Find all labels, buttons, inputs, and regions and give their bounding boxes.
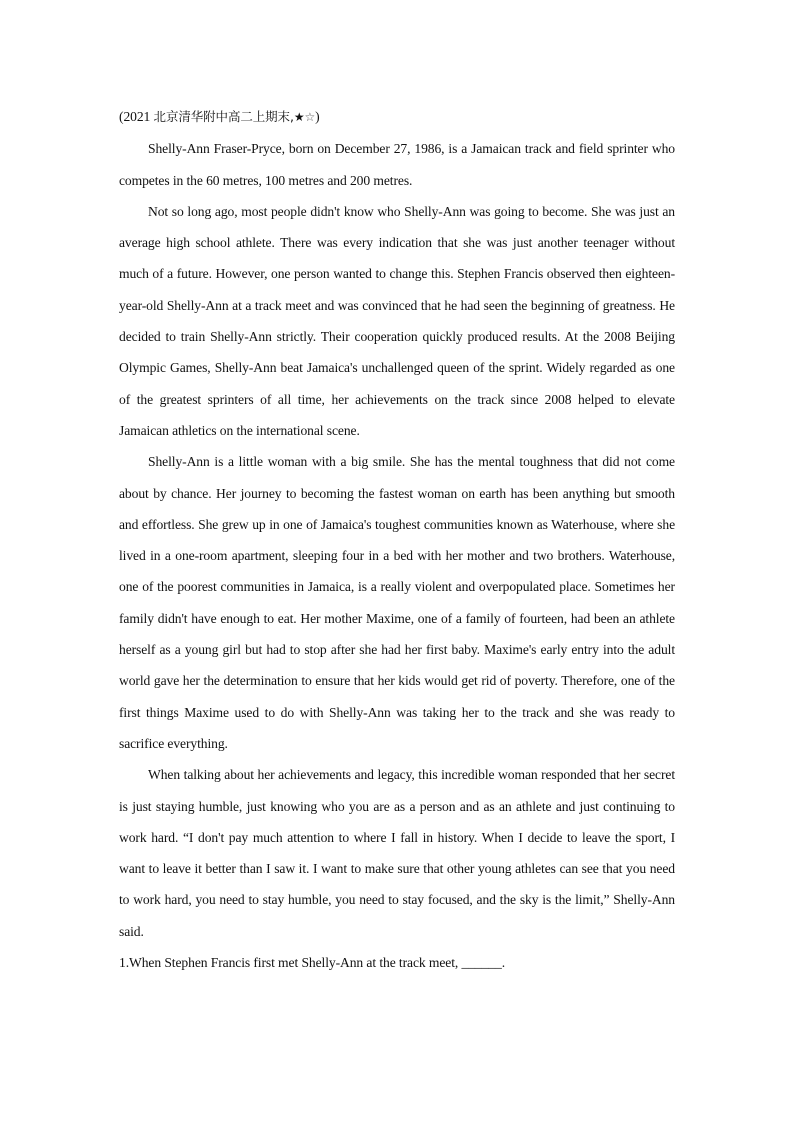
paragraph-legacy: When talking about her achievements and legacy, this incredible woman responded that her secret is just staying humble, just knowing who you are as a person and as an athlete and just continuing to work hard. “I don't pay much attention to where I fall in history. When I decide to leave the sport, I want to leave it better than I saw it. I want to make sure that other young athletes can see that you need to work hard, you need to stay humble, you need to stay focused, and the sky is the limit,” Shelly-Ann said. [119,767,675,939]
difficulty-filled-star-icon: ★ [293,110,305,124]
source-exam: 北京清华附中高二上期末, [153,109,294,124]
paragraph-intro: Shelly-Ann Fraser-Pryce, born on December 27, 1986, is a Jamaican track and field sprinter who competes in the 60 metres, 100 metres and 200 metres. [119,141,675,188]
question-1: 1.When Stephen Francis first met Shelly-Ann at the track meet, ______. [119,955,505,971]
difficulty-empty-star-icon: ☆ [304,110,316,124]
reading-passage [119,101,675,978]
source-year: 2021 [123,109,151,124]
source-line [119,101,675,133]
paragraph-background: Not so long ago, most people didn't know who Shelly-Ann was going to become. She was just an average high school athlete. There was every indication that she was just another teenager without much of a future. However, one person wanted to change this. Stephen Francis observed then eighteen-year-old Shelly-Ann at a track meet and was convinced that he had seen the beginning of greatness. He decided to train Shelly-Ann strictly. Their cooperation quickly produced results. At the 2008 Beijing Olympic Games, Shelly-Ann beat Jamaica's unchallenged queen of the sprint. Widely regarded as one of the greatest sprinters of all time, her achievements on the track since 2008 helped to elevate Jamaican athletics on the international scene. [119,203,675,438]
paragraph-childhood: Shelly-Ann is a little woman with a big smile. She has the mental toughness that did not come about by chance. Her journey to becoming the fastest woman on earth has been anything but smooth and effortless. She grew up in one of Jamaica's toughest communities known as Waterhouse, where she lived in a one-room apartment, sleeping four in a bed with her mother and two brothers. Waterhouse, one of the poorest communities in Jamaica, is a really violent and overpopulated place. Sometimes her family didn't have enough to eat. Her mother Maxime, one of a family of fourteen, had been an athlete herself as a young girl but had to stop after she had her first baby. Maxime's early entry into the adult world gave her the determination to ensure that her kids would get rid of poverty. Therefore, one of the first things Maxime used to do with Shelly-Ann was taking her to the track and she was ready to sacrifice everything. [119,454,675,751]
source-open-paren: ( [119,109,124,124]
source-close-paren: ) [315,109,320,124]
